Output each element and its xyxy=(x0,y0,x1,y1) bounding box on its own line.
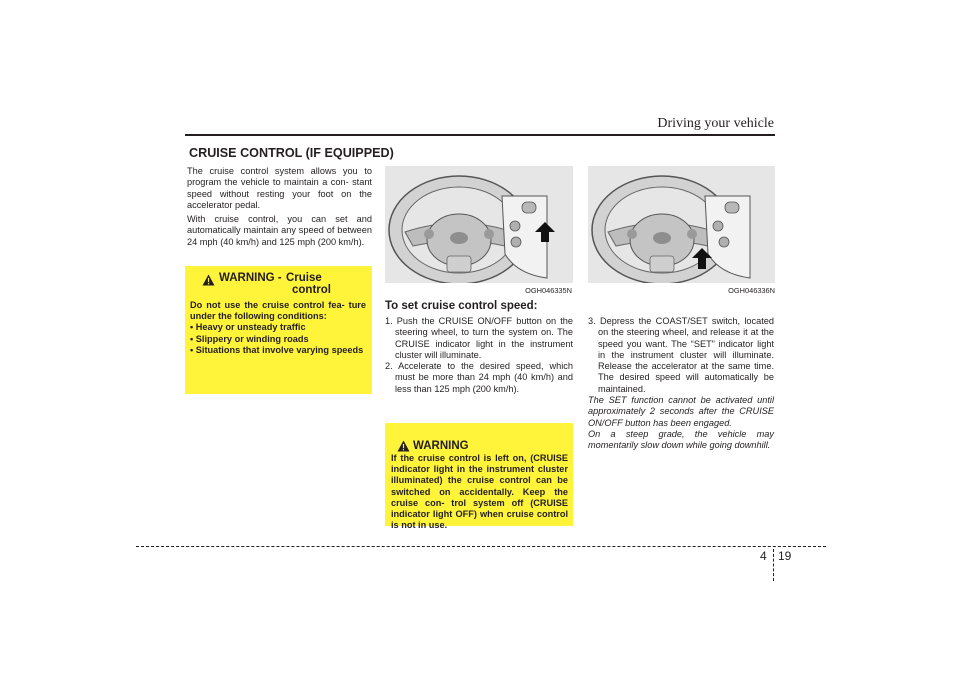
intro-paragraph-1: The cruise control system allows you to program the vehicle to maintain a con- stant speed without resting your foot on the accelerator pedal. xyxy=(187,166,372,210)
steering-wheel-illustration xyxy=(588,166,775,283)
steep-grade-note: On a steep grade, the vehicle may momentarily slow down while going downhill. xyxy=(588,428,774,451)
warning-condition-list xyxy=(190,322,366,356)
list-item: 1. Push the CRUISE ON/OFF button on the steering wheel, to turn the system on. The CRUISE indicator light in the instrument cluster will illuminate. xyxy=(385,316,573,360)
list-item: 3. Depress the COAST/SET switch, located on the steering wheel, and release it at the speed you want. The “SET” indicator light in the instrument cluster will illuminate. Release the accelerator at the same time. The desired speed will automatically be maintained. xyxy=(588,316,774,394)
warning-title-c: control xyxy=(292,284,331,296)
list-item: • Slippery or winding roads xyxy=(190,334,366,345)
set-speed-heading: To set cruise control speed: xyxy=(385,300,538,312)
figure-caption-2: OGH046336N xyxy=(728,286,775,295)
set-function-note: The SET function cannot be activated until approximately 2 seconds after the CRUISE ON/OFF button has been engaged. xyxy=(588,395,774,428)
warning-triangle-icon xyxy=(202,274,215,286)
figure-caption-1: OGH046335N xyxy=(525,286,572,295)
warning-box-cruise-left-on xyxy=(385,423,573,531)
warning-header xyxy=(190,272,366,298)
warning-title-a: WARNING - xyxy=(219,272,282,284)
steering-wheel-figure-2 xyxy=(588,166,775,283)
header-rule xyxy=(185,134,775,136)
list-item: 2. Accelerate to the desired speed, which must be more than 24 mph (40 km/h) and less than 125 mph (200 km/h). xyxy=(385,361,573,394)
page-number-divider xyxy=(773,549,774,581)
right-column-text xyxy=(588,316,774,452)
intro-text xyxy=(187,166,372,248)
warning-body-text: If the cruise control is left on, (CRUISE indicator light in the instrument cluster illuminated) the cruise control can be switched on accidentally. Keep the cruise con- trol system off (CRUISE indicator light OFF) when cruise control is not in use. xyxy=(391,453,568,531)
list-item: • Heavy or unsteady traffic xyxy=(190,322,366,333)
page-number: 19 xyxy=(778,549,792,563)
steering-wheel-illustration xyxy=(385,166,573,283)
list-item: • Situations that involve varying speeds xyxy=(190,345,366,356)
warning-box-cruise xyxy=(185,266,372,394)
set-speed-steps xyxy=(385,316,573,395)
header-section-title: Driving your vehicle xyxy=(657,116,774,131)
footer-rule xyxy=(136,546,826,547)
page-title: CRUISE CONTROL (IF EQUIPPED) xyxy=(189,146,394,160)
intro-paragraph-2: With cruise control, you can set and automatically maintain any speed of between 24 mph (40 km/h) and 125 mph (200 km/h). xyxy=(187,214,372,247)
chapter-number: 4 xyxy=(760,549,767,563)
warning-lead-text: Do not use the cruise control fea- ture under the following conditions: xyxy=(190,300,366,322)
steering-wheel-figure-1 xyxy=(385,166,573,283)
warning-triangle-icon xyxy=(397,440,410,452)
warning-title: WARNING xyxy=(413,440,469,452)
warning-title-b: Cruise xyxy=(286,272,322,284)
